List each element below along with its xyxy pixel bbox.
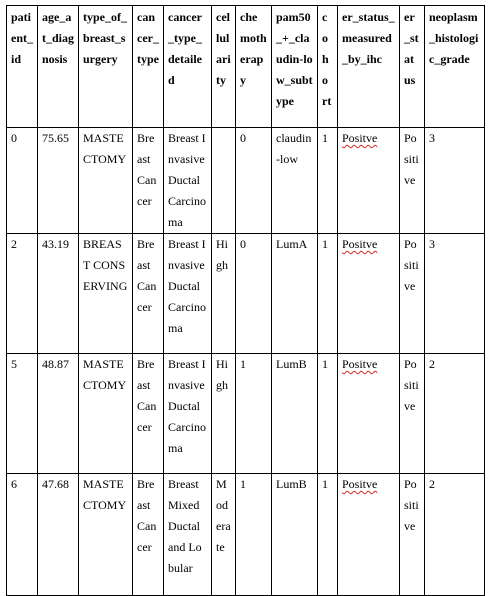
cell-cohort: 1 xyxy=(318,474,338,596)
misspelled-value: Positve xyxy=(342,237,378,251)
cell-patient-id: 2 xyxy=(7,234,38,354)
cell-cellularity: High xyxy=(212,354,236,474)
cell-er-status: Positive xyxy=(400,474,425,596)
cell-histologic-grade: 3 xyxy=(425,128,485,234)
cell-pam50-subtype: claudin-low xyxy=(272,128,318,234)
col-header-er-status-ihc: er_status_measured_by_ihc xyxy=(338,6,400,128)
cell-cellularity: Moderate xyxy=(212,474,236,596)
cell-type-of-breast-surgery: MASTECTOMY xyxy=(79,474,133,596)
cell-cohort: 1 xyxy=(318,234,338,354)
col-header-age-at-diagnosis: age_at_diagnosis xyxy=(38,6,79,128)
cell-patient-id: 6 xyxy=(7,474,38,596)
misspelled-value: Positve xyxy=(342,131,378,145)
cell-type-of-breast-surgery: BREAST CONSERVING xyxy=(79,234,133,354)
cell-cancer-type: Breast Cancer xyxy=(133,474,164,596)
cell-chemotherapy: 0 xyxy=(236,128,272,234)
cell-patient-id: 0 xyxy=(7,128,38,234)
col-header-chemotherapy: chemotherapy xyxy=(236,6,272,128)
cell-cancer-type: Breast Cancer xyxy=(133,128,164,234)
col-header-type-of-breast-surgery: type_of_breast_surgery xyxy=(79,6,133,128)
cell-cancer-type: Breast Cancer xyxy=(133,354,164,474)
cell-age-at-diagnosis: 43.19 xyxy=(38,234,79,354)
cell-pam50-subtype: LumA xyxy=(272,234,318,354)
col-header-cohort: cohort xyxy=(318,6,338,128)
cell-cancer-type-detailed: Breast Invasive Ductal Carcinoma xyxy=(164,128,212,234)
cell-cellularity: High xyxy=(212,234,236,354)
cell-pam50-subtype: LumB xyxy=(272,354,318,474)
cell-er-status-ihc xyxy=(338,128,400,234)
cell-er-status-ihc xyxy=(338,354,400,474)
cell-patient-id: 5 xyxy=(7,354,38,474)
cell-er-status: Positive xyxy=(400,128,425,234)
cell-cancer-type-detailed: Breast Mixed Ductal and Lobular xyxy=(164,474,212,596)
misspelled-value: Positve xyxy=(342,357,378,371)
col-header-cancer-type-detailed: cancer_type_detailed xyxy=(164,6,212,128)
cell-type-of-breast-surgery: MASTECTOMY xyxy=(79,354,133,474)
table-row xyxy=(7,234,485,354)
cell-age-at-diagnosis: 75.65 xyxy=(38,128,79,234)
col-header-patient-id: patient_id xyxy=(7,6,38,128)
col-header-er-status: er_status xyxy=(400,6,425,128)
cell-age-at-diagnosis: 47.68 xyxy=(38,474,79,596)
cell-age-at-diagnosis: 48.87 xyxy=(38,354,79,474)
table-row xyxy=(7,354,485,474)
cell-type-of-breast-surgery: MASTECTOMY xyxy=(79,128,133,234)
cell-cohort: 1 xyxy=(318,128,338,234)
header-row xyxy=(7,6,485,128)
cell-cohort: 1 xyxy=(318,354,338,474)
cell-er-status-ihc xyxy=(338,234,400,354)
data-table-container xyxy=(6,5,485,596)
table-row xyxy=(7,128,485,234)
col-header-cellularity: cellularity xyxy=(212,6,236,128)
cell-er-status-ihc xyxy=(338,474,400,596)
cell-er-status: Positive xyxy=(400,354,425,474)
col-header-pam50-subtype: pam50_+_claudin-low_subtype xyxy=(272,6,318,128)
cell-chemotherapy: 1 xyxy=(236,354,272,474)
col-header-histologic-grade: neoplasm_histologic_grade xyxy=(425,6,485,128)
cell-cellularity xyxy=(212,128,236,234)
cell-cancer-type-detailed: Breast Invasive Ductal Carcinoma xyxy=(164,234,212,354)
cell-cancer-type-detailed: Breast Invasive Ductal Carcinoma xyxy=(164,354,212,474)
cell-cancer-type: Breast Cancer xyxy=(133,234,164,354)
col-header-cancer-type: cancer_type xyxy=(133,6,164,128)
table-row xyxy=(7,474,485,596)
cell-chemotherapy: 0 xyxy=(236,234,272,354)
cell-histologic-grade: 2 xyxy=(425,474,485,596)
cell-histologic-grade: 3 xyxy=(425,234,485,354)
cell-er-status: Positive xyxy=(400,234,425,354)
misspelled-value: Positve xyxy=(342,477,378,491)
clinical-data-table xyxy=(6,5,485,596)
cell-chemotherapy: 1 xyxy=(236,474,272,596)
cell-histologic-grade: 2 xyxy=(425,354,485,474)
cell-pam50-subtype: LumB xyxy=(272,474,318,596)
